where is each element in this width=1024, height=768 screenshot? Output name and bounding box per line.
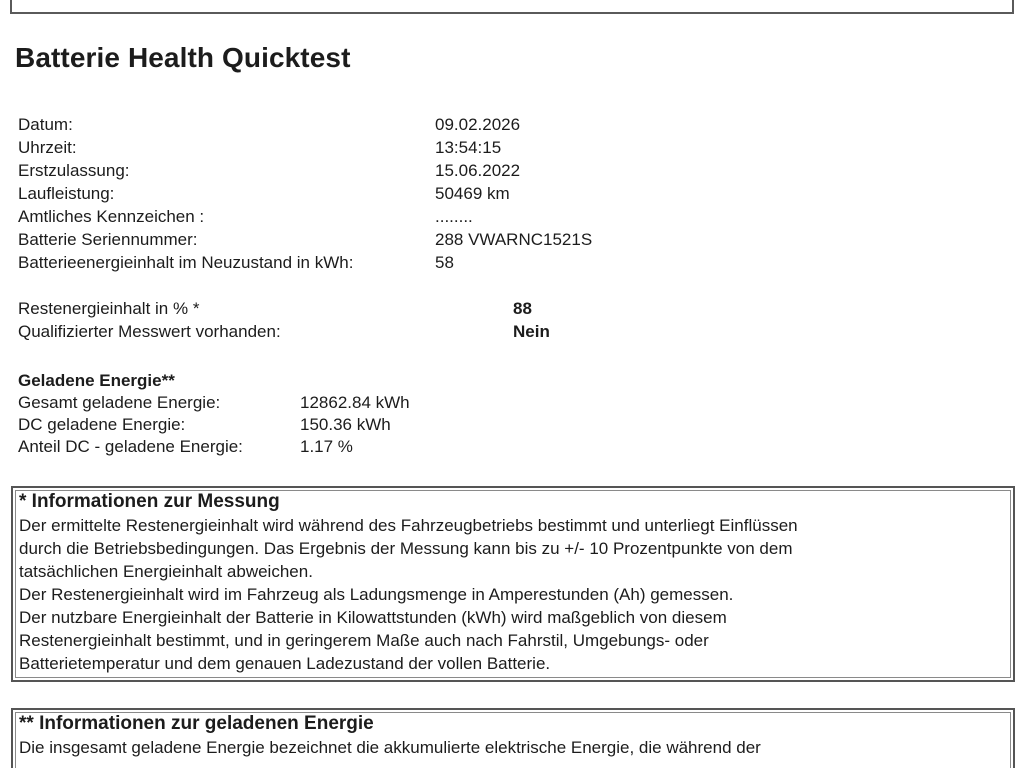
charged-label: Gesamt geladene Energie: [18,393,221,412]
charged-value: 12862.84 kWh [300,393,410,412]
qualified-value: Nein [513,322,550,341]
detail-value: ........ [435,207,473,226]
info-line: Die insgesamt geladene Energie bezeichnet die akkumulierte elektrische Energie, die während der [19,738,761,757]
info-line: tatsächlichen Energieinhalt abweichen. [19,562,313,581]
info-line: Der nutzbare Energieinhalt der Batterie in Kilowattstunden (kWh) wird maßgeblich von diesem [19,608,727,627]
detail-label: Batterie Seriennummer: [18,230,198,249]
info-line: Restenergieinhalt bestimmt, und in geringerem Maße auch nach Fahrstil, Umgebungs- oder [19,631,709,650]
charged-energy-info-box [11,708,1015,768]
qualified-label: Qualifizierter Messwert vorhanden: [18,322,281,341]
charged-energy-section [18,369,410,458]
charged-value: 150.36 kWh [300,415,391,434]
detail-label: Amtliches Kennzeichen : [18,207,205,226]
charged-info-text [19,736,1005,759]
detail-label: Laufleistung: [18,184,115,203]
charged-row-dc-share [18,436,353,458]
detail-label: Batterieenergieinhalt im Neuzustand in kWh: [18,253,354,272]
charged-label: DC geladene Energie: [18,415,186,434]
remaining-value: 88 [513,299,532,318]
detail-value: 50469 km [435,184,510,203]
info-line: Batterietemperatur und dem genauen Ladezustand der vollen Batterie. [19,654,551,673]
charged-energy-heading: Geladene Energie** [18,371,175,390]
info-line: durch die Betriebsbedingungen. Das Ergebnis der Messung kann bis zu +/- 10 Prozentpunkte von dem [19,539,793,558]
info-line: Der ermittelte Restenergieinhalt wird während des Fahrzeugbetriebs bestimmt und unterliegt Einflüssen [19,516,798,535]
detail-label: Uhrzeit: [18,138,77,157]
charged-label: Anteil DC - geladene Energie: [18,437,243,456]
charged-row-dc [18,414,391,436]
measurement-info-title: * Informationen zur Messung [19,491,280,512]
charged-info-title: ** Informationen zur geladenen Energie [19,713,374,734]
detail-value: 15.06.2022 [435,161,521,180]
detail-label: Erstzulassung: [18,161,130,180]
charged-value: 1.17 % [300,437,353,456]
detail-value: 58 [435,253,454,272]
remaining-label: Restenergieinhalt in % * [18,299,200,318]
measurement-info-box [11,486,1015,682]
detail-value: 288 VWARNC1521S [435,230,593,249]
document-title: Batterie Health Quicktest [15,42,351,73]
measurement-info-text [19,514,1005,675]
top-frame [10,0,1014,14]
detail-value: 09.02.2026 [435,115,521,134]
charged-row-total [18,392,410,414]
info-line: Der Restenergieinhalt wird im Fahrzeug als Ladungsmenge in Amperestunden (Ah) gemessen. [19,585,734,604]
detail-value: 13:54:15 [435,138,502,157]
detail-label: Datum: [18,115,73,134]
